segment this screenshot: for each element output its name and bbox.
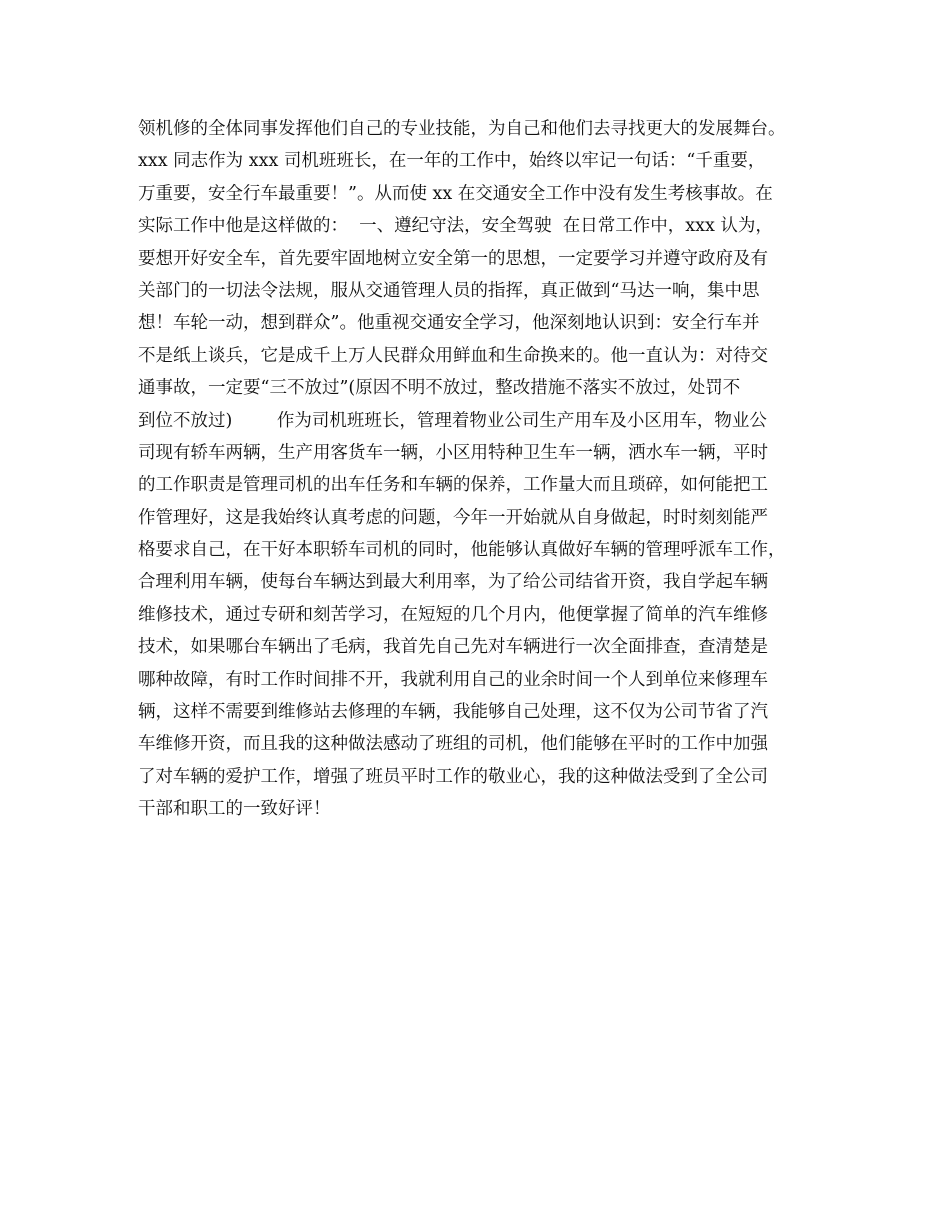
text-line: 干部和职工的一致好评！	[138, 799, 331, 820]
text-line: 哪种故障，有时工作时间排不开，我就利用自己的业余时间一个人到单位来修理车	[138, 669, 768, 690]
text-line: 格要求自己，在干好本职轿车司机的同时，他能够认真做好车辆的管理呼派车工作，	[138, 540, 786, 561]
text-line: 实际工作中他是这样做的： 一、遵纪守法，安全驾驶 在日常工作中，xxx 认为，	[138, 216, 773, 237]
text-line: 想！车轮一动，想到群众”。他重视交通安全学习，他深刻地认识到：安全行车并	[138, 313, 760, 334]
text-line: 辆，这样不需要到维修站去修理的车辆，我能够自己处理，这不仅为公司节省了汽	[138, 702, 768, 723]
text-line: 司现有轿车两辆，生产用客货车一辆，小区用特种卫生车一辆，洒水车一辆，平时	[138, 442, 768, 463]
text-line: xxx 同志作为 xxx 司机班班长，在一年的工作中，始终以牢记一句话：“千重要，	[138, 151, 766, 172]
text-line: 的工作职责是管理司机的出车任务和车辆的保养，工作量大而且琐碎，如何能把工	[138, 475, 768, 496]
text-line: 作管理好，这是我始终认真考虑的问题，今年一开始就从自身做起，时时刻刻能严	[138, 507, 768, 528]
text-line: 通事故，一定要“三不放过”(原因不明不放过，整改措施不落实不放过，处罚不	[138, 378, 741, 399]
text-line: 不是纸上谈兵，它是成千上万人民群众用鲜血和生命换来的。他一直认为：对待交	[138, 345, 768, 366]
text-line: 关部门的一切法令法规，服从交通管理人员的指挥，真正做到“马达一响，集中思	[138, 280, 760, 301]
text-line: 车维修开资，而且我的这种做法感动了班组的司机，他们能够在平时的工作中加强	[138, 734, 768, 755]
text-line: 技术，如果哪台车辆出了毛病，我首先自己先对车辆进行一次全面排查，查清楚是	[138, 637, 768, 658]
text-line: 到位不放过) 作为司机班班长，管理着物业公司生产用车及小区用车，物业公	[138, 410, 767, 431]
text-line: 万重要，安全行车最重要！”。从而使 xx 在交通安全工作中没有发生考核事故。在	[138, 183, 773, 204]
text-line: 维修技术，通过专研和刻苦学习，在短短的几个月内，他便掌握了简单的汽车维修	[138, 604, 768, 625]
text-line: 领机修的全体同事发挥他们自己的专业技能，为自己和他们去寻找更大的发展舞台。	[138, 119, 786, 139]
text-line: 要想开好安全车，首先要牢固地树立安全第一的思想，一定要学习并遵守政府及有	[138, 248, 768, 269]
body-text	[138, 113, 828, 826]
text-line: 合理利用车辆，使每台车辆达到最大利用率，为了给公司结省开资，我自学起车辆	[138, 572, 768, 593]
text-line: 了对车辆的爱护工作，增强了班员平时工作的敬业心，我的这种做法受到了全公司	[138, 766, 768, 787]
